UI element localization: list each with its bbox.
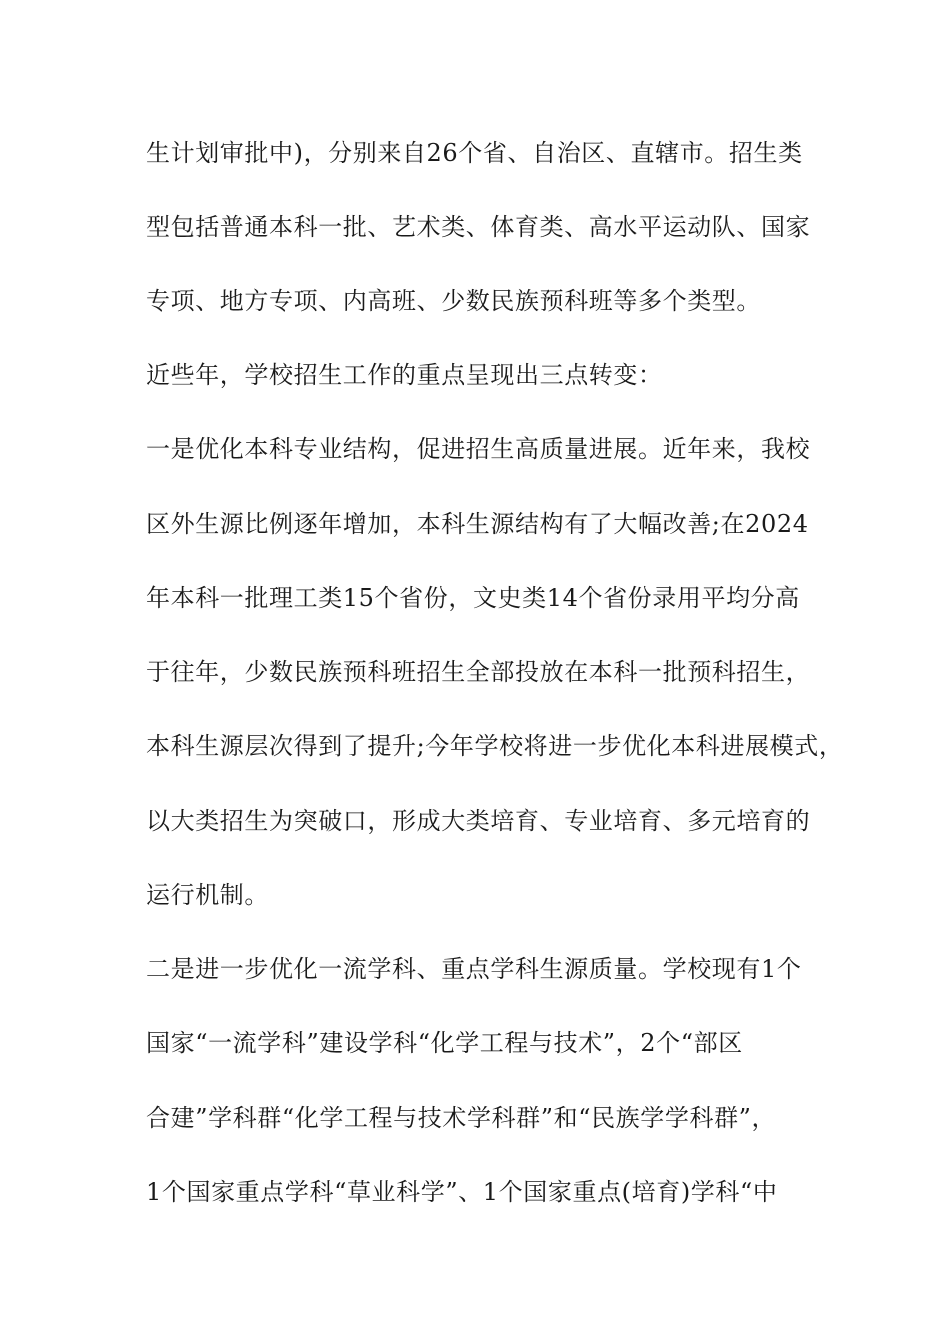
text-line: 于往年，少数民族预科班招生全部投放在本科一批预科招生， <box>146 658 811 686</box>
text-line: 型包括普通本科一批、艺术类、体育类、高水平运动队、国家 <box>146 213 811 241</box>
text-line: 国家“一流学科”建设学科“化学工程与技术”，2个“部区 <box>146 1029 743 1057</box>
text-line: 以大类招生为突破口，形成大类培育、专业培育、多元培育的 <box>146 807 811 835</box>
text-line: 1个国家重点学科“草业科学”、1个国家重点(培育)学科“中 <box>146 1178 778 1206</box>
text-line: 生计划审批中)，分别来自26个省、自治区、直辖市。招生类 <box>146 139 803 167</box>
text-line: 合建”学科群“化学工程与技术学科群”和“民族学学科群”， <box>146 1104 777 1132</box>
text-line: 年本科一批理工类15个省份，文史类14个省份录用平均分高 <box>146 584 800 612</box>
text-line: 二是进一步优化一流学科、重点学科生源质量。学校现有1个 <box>146 955 802 983</box>
text-line: 运行机制。 <box>146 881 269 909</box>
text-line: 近些年，学校招生工作的重点呈现出三点转变： <box>146 361 663 389</box>
text-line: 专项、地方专项、内高班、少数民族预科班等多个类型。 <box>146 287 761 315</box>
text-line: 本科生源层次得到了提升;今年学校将进一步优化本科进展模式， <box>146 732 844 760</box>
text-line: 区外生源比例逐年增加，本科生源结构有了大幅改善;在2024 <box>146 510 809 538</box>
text-line: 一是优化本科专业结构，促进招生高质量进展。近年来，我校 <box>146 435 811 463</box>
